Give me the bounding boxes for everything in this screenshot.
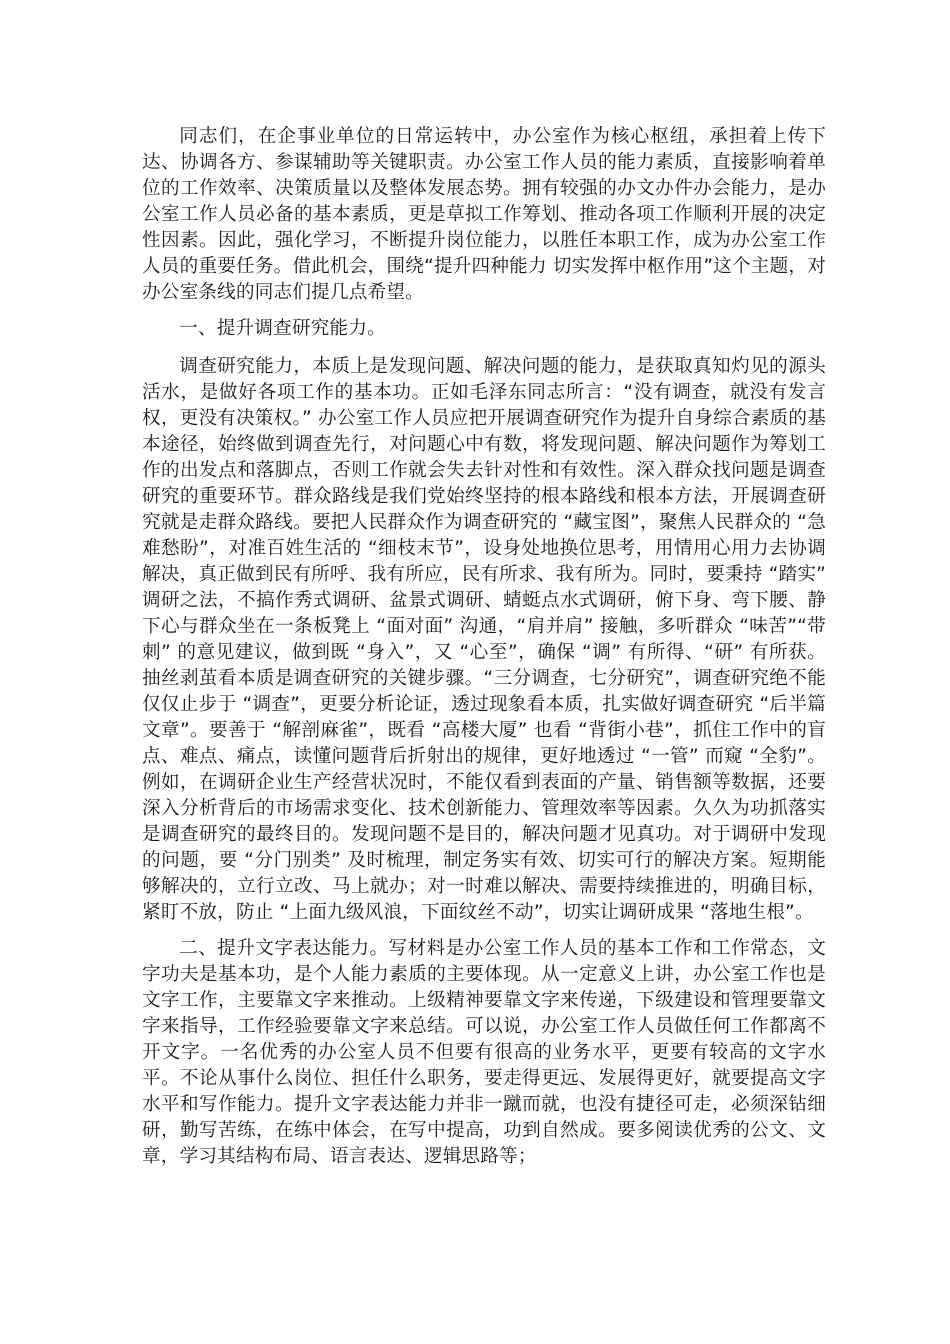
section-heading-research: 一、提升调查研究能力。: [179, 318, 386, 339]
paragraph-intro: 同志们，在企事业单位的日常运转中，办公室作为核心枢纽，承担着上传下达、协调各方、参谋辅助等关键职责。办公室工作人员的能力素质，直接影响着单位的工作效率、决策质量以及整体发展态势。拥有较强的办文办件办会能力，是办公室工作人员必备的基本素质，更是草拟工作筹划、推动各项工作顺利开展的决定性因素。因此，强化学习，不断提升岗位能力，以胜任本职工作，成为办公室工作人员的重要任务。借此机会，围绕“提升四种能力 切实发挥中枢作用”这个主题，对办公室条线的同志们提几点希望。: [142, 126, 826, 303]
paragraph-writing: 二、提升文字表达能力。写材料是办公室工作人员的基本工作和工作常态，文字功夫是基本功，是个人能力素质的主要体现。从一定意义上讲，办公室工作也是文字工作，主要靠文字来推动。上级精神要靠文字来传递，下级建设和管理要靠文字来指导，工作经验要靠文字来总结。可以说，办公室工作人员做任何工作都离不开文字。一名优秀的办公室人员不但要有很高的业务水平，更要有较高的文字水平。不论从事什么岗位、担任什么职务，要走得更远、发展得更好，就要提高文字水平和写作能力。提升文字表达能力并非一蹴而就，也没有捷径可走，必须深钻细研，勤写苦练，在练中体会，在写中提高，功到自然成。要多阅读优秀的公文、文章，学习其结构布局、语言表达、逻辑思路等；: [142, 938, 826, 1167]
document-page: [142, 124, 826, 1180]
paragraph-research: 调查研究能力，本质上是发现问题、解决问题的能力，是获取真知灼见的源头活水，是做好各项工作的基本功。正如毛泽东同志所言：“没有调查，就没有发言权，更没有决策权。” 办公室工作人员应把开展调查研究作为提升自身综合素质的基本途径，始终做到调查先行，对问题心中有数，将发现问题、解决问题作为筹划工作的出发点和落脚点，否则工作就会失去针对性和有效性。深入群众找问题是调查研究的重要环节。群众路线是我们党始终坚持的根本路线和根本方法，开展调查研究就是走群众路线。要把人民群众作为调查研究的 “藏宝图”，聚焦人民群众的 “急难愁盼”，对准百姓生活的 “细枝末节”，设身处地换位思考，用情用心用力去协调解决，真正做到民有所呼、我有所应，民有所求、我有所为。同时，要秉持 “踏实” 调研之法，不搞作秀式调研、盆景式调研、蜻蜓点水式调研，俯下身、弯下腰、静下心与群众坐在一条板凳上 “面对面” 沟通，“肩并肩” 接触，多听群众 “味苦”“带刺” 的意见建议，做到既 “身入”，又 “心至”，确保 “调” 有所得、“研” 有所获。抽丝剥茧看本质是调查研究的关键步骤。“三分调查，七分研究”，调查研究绝不能仅仅止步于 “调查”，更要分析论证，透过现象看本质，扎实做好调查研究 “后半篇文章”。要善于 “解剖麻雀”，既看 “高楼大厦” 也看 “背街小巷”，抓住工作中的盲点、难点、痛点，读懂问题背后折射出的规律，更好地透过 “一管” 而窥 “全豹”。例如，在调研企业生产经营状况时，不能仅看到表面的产量、销售额等数据，还要深入分析背后的市场需求变化、技术创新能力、管理效率等因素。久久为功抓落实是调查研究的最终目的。发现问题不是目的，解决问题才见真功。对于调研中发现的问题，要 “分门别类” 及时梳理，制定务实有效、切实可行的解决方案。短期能够解决的，立行立改、马上就办；对一时难以解决、需要持续推进的，明确目标，紧盯不放，防止 “上面九级风浪，下面纹丝不动”，切实让调研成果 “落地生根”。: [142, 356, 826, 923]
